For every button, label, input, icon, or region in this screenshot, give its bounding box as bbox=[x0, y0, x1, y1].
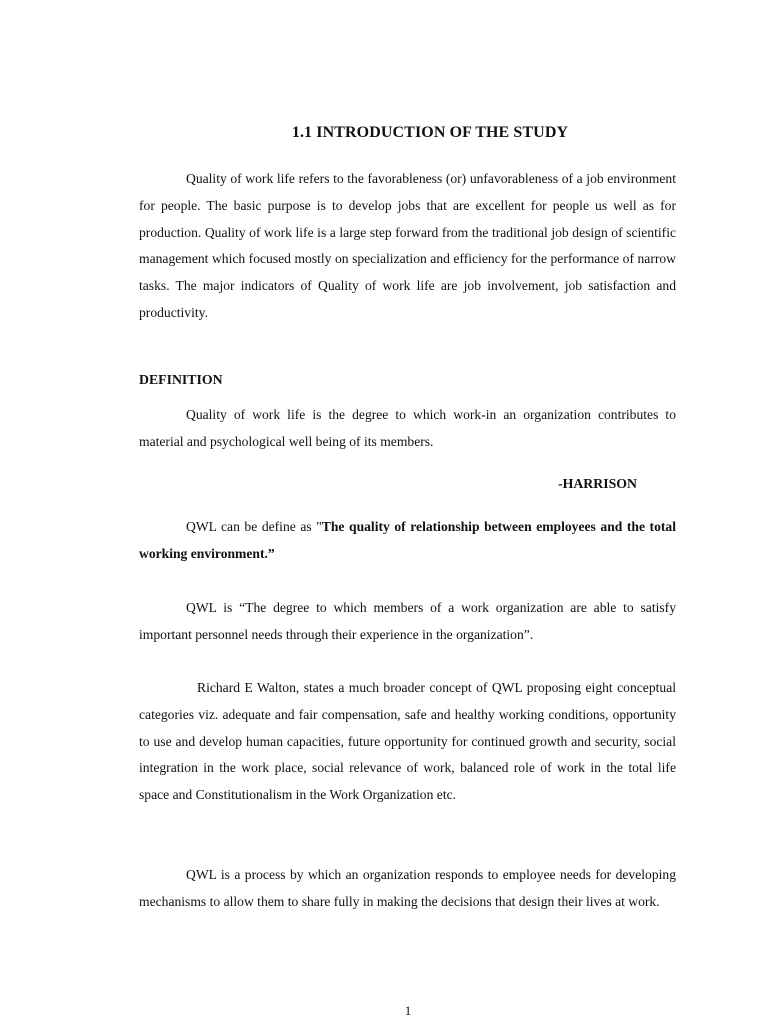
walton-paragraph: Richard E Walton, states a much broader concept of QWL proposing eight conceptual categories viz. adequate and fair compensation, safe and healthy working conditions, opportunity to use and develop human capacities, future opportunity for continued growth and security, social integration in the work place, social relevance of work, balanced role of work in the total life space and Constitutionalism in the Work Organization etc. bbox=[139, 680, 676, 803]
qwl-define-paragraph bbox=[139, 514, 676, 568]
intro-paragraph: Quality of work life refers to the favorableness (or) unfavorableness of a job environment for people. The basic purpose is to develop jobs that are excellent for people us well as for production. Quality of work life is a large step forward from the traditional job design of scientific management which focused mostly on specialization and efficiency for the performance of narrow tasks. The major indicators of Quality of work life are job involvement, job satisfaction and productivity. bbox=[139, 171, 676, 320]
page-number bbox=[0, 1003, 768, 1019]
section-heading-text: 1.1 INTRODUCTION OF THE STUDY bbox=[291, 124, 569, 141]
page-number-text: 1 bbox=[404, 1003, 412, 1018]
section-heading bbox=[0, 124, 768, 142]
qwl-is-paragraph: QWL is “The degree to which members of a work organization are able to satisfy important personnel needs through their experience in the organization”. bbox=[139, 600, 676, 642]
definition-text: Quality of work life is the degree to which work-in an organization contributes to material and psychological well being of its members. bbox=[139, 407, 676, 449]
definition-heading: DEFINITION bbox=[139, 372, 223, 387]
qwl-define-quote: The quality of relationship between employees and the total working environment.” bbox=[139, 519, 676, 561]
process-paragraph: QWL is a process by which an organization responds to employee needs for developing mechanisms to allow them to share fully in making the decisions that design their lives at work. bbox=[139, 867, 676, 909]
qwl-define-prefix: QWL can be define as " bbox=[186, 519, 322, 534]
definition-attribution: -HARRISON bbox=[558, 476, 637, 491]
